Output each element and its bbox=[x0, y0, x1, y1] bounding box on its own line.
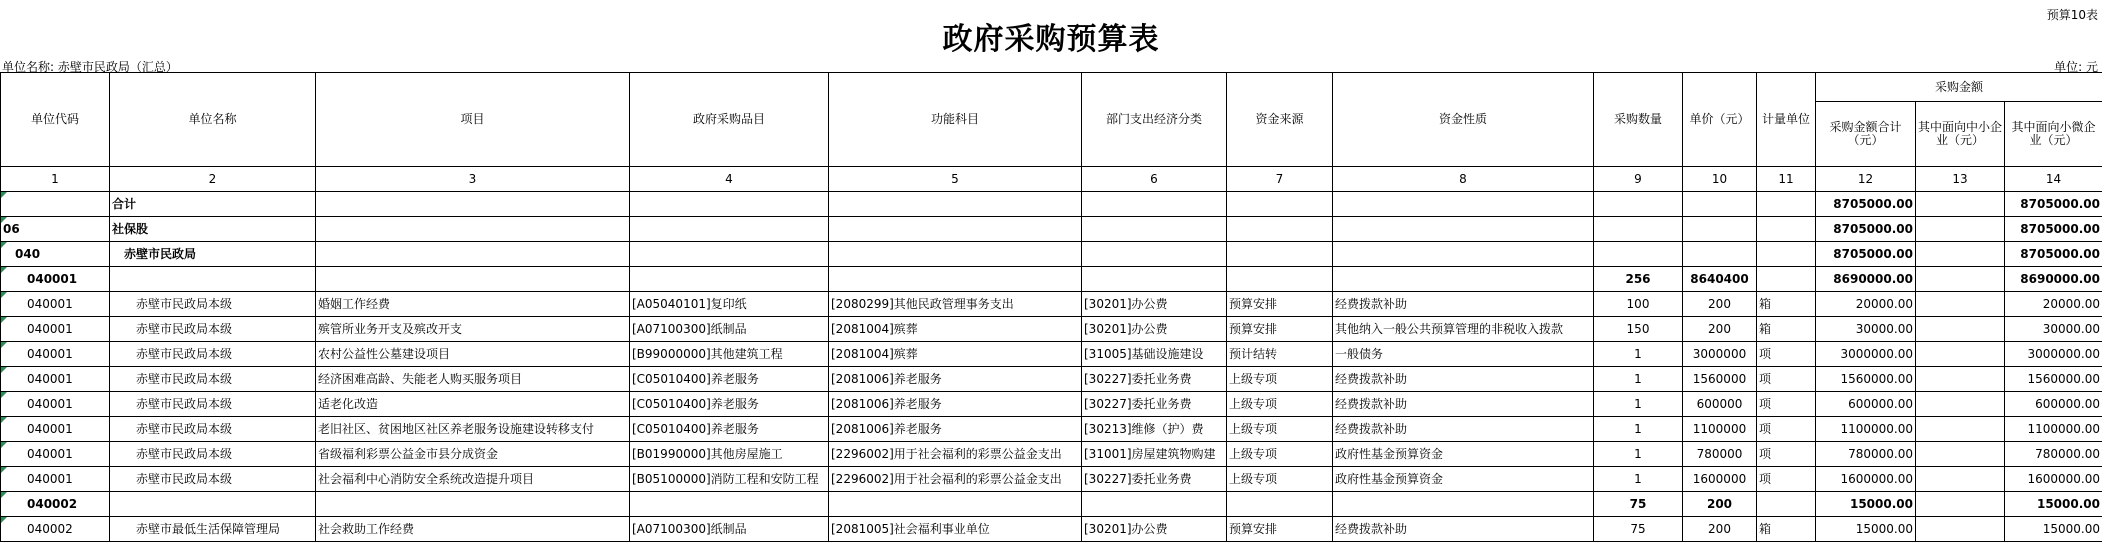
cell-unit-code: 040001 bbox=[1, 417, 110, 442]
cell-unit-code: 040 bbox=[1, 242, 110, 267]
cell-amount-sme bbox=[1916, 467, 2005, 492]
cell-econ-class: [30227]委托业务费 bbox=[1082, 367, 1227, 392]
cell-function-subject: [2081006]养老服务 bbox=[829, 417, 1082, 442]
table-row bbox=[1, 492, 2102, 517]
cell-fund-source bbox=[1227, 492, 1333, 517]
cell-amount-total: 15000.00 bbox=[1816, 492, 1916, 517]
cell-amount-total: 1600000.00 bbox=[1816, 467, 1916, 492]
cell-fund-nature: 政府性基金预算资金 bbox=[1333, 467, 1594, 492]
cell-amount-micro: 1560000.00 bbox=[2005, 367, 2102, 392]
cell-measure-unit: 项 bbox=[1757, 417, 1816, 442]
column-index-cell: 9 bbox=[1594, 167, 1683, 192]
cell-project bbox=[316, 192, 630, 217]
cell-function-subject bbox=[829, 192, 1082, 217]
cell-amount-total: 600000.00 bbox=[1816, 392, 1916, 417]
header-measure-unit: 计量单位 bbox=[1757, 73, 1816, 167]
cell-econ-class: [30213]维修（护）费 bbox=[1082, 417, 1227, 442]
column-index-cell: 1 bbox=[1, 167, 110, 192]
cell-unit-name: 赤壁市最低生活保障管理局 bbox=[110, 517, 316, 542]
cell-econ-class bbox=[1082, 242, 1227, 267]
cell-fund-nature bbox=[1333, 242, 1594, 267]
cell-unit-name: 赤壁市民政局 bbox=[110, 242, 316, 267]
cell-catalog: [A05040101]复印纸 bbox=[630, 292, 829, 317]
cell-catalog bbox=[630, 242, 829, 267]
table-row bbox=[1, 517, 2102, 542]
cell-unit-price: 200 bbox=[1683, 292, 1757, 317]
cell-econ-class: [30227]委托业务费 bbox=[1082, 467, 1227, 492]
cell-quantity: 150 bbox=[1594, 317, 1683, 342]
cell-function-subject bbox=[829, 492, 1082, 517]
cell-catalog: [B01990000]其他房屋施工 bbox=[630, 442, 829, 467]
header-unit-name: 单位名称 bbox=[110, 73, 316, 167]
cell-fund-source bbox=[1227, 267, 1333, 292]
cell-econ-class: [30201]办公费 bbox=[1082, 517, 1227, 542]
cell-unit-code: 040001 bbox=[1, 267, 110, 292]
cell-function-subject bbox=[829, 267, 1082, 292]
cell-function-subject: [2081005]社会福利事业单位 bbox=[829, 517, 1082, 542]
cell-fund-source: 上级专项 bbox=[1227, 392, 1333, 417]
cell-amount-micro: 3000000.00 bbox=[2005, 342, 2102, 367]
cell-unit-name: 合计 bbox=[110, 192, 316, 217]
cell-quantity: 1 bbox=[1594, 392, 1683, 417]
cell-measure-unit bbox=[1757, 217, 1816, 242]
cell-unit-price: 1100000 bbox=[1683, 417, 1757, 442]
column-index-row bbox=[1, 167, 2102, 192]
header-econ-class: 部门支出经济分类 bbox=[1082, 73, 1227, 167]
cell-amount-micro: 8705000.00 bbox=[2005, 242, 2102, 267]
header-unit-code: 单位代码 bbox=[1, 73, 110, 167]
cell-measure-unit bbox=[1757, 192, 1816, 217]
cell-econ-class bbox=[1082, 492, 1227, 517]
unit-name-label: 单位名称: 赤壁市民政局（汇总） bbox=[2, 60, 178, 74]
cell-catalog: [A07100300]纸制品 bbox=[630, 517, 829, 542]
cell-unit-name bbox=[110, 492, 316, 517]
cell-econ-class: [30201]办公费 bbox=[1082, 292, 1227, 317]
cell-project bbox=[316, 217, 630, 242]
cell-function-subject: [2081004]殡葬 bbox=[829, 317, 1082, 342]
cell-econ-class bbox=[1082, 267, 1227, 292]
page-title: 政府采购预算表 bbox=[942, 22, 1160, 57]
cell-quantity: 75 bbox=[1594, 517, 1683, 542]
cell-unit-price: 200 bbox=[1683, 317, 1757, 342]
cell-quantity: 1 bbox=[1594, 442, 1683, 467]
cell-amount-sme bbox=[1916, 442, 2005, 467]
cell-amount-sme bbox=[1916, 242, 2005, 267]
header-amount-sme: 其中面向中小企业（元） bbox=[1916, 102, 2005, 167]
cell-fund-nature: 经费拨款补助 bbox=[1333, 392, 1594, 417]
cell-fund-source: 上级专项 bbox=[1227, 417, 1333, 442]
header-function-subject: 功能科目 bbox=[829, 73, 1082, 167]
cell-fund-nature bbox=[1333, 192, 1594, 217]
cell-fund-source: 预算安排 bbox=[1227, 317, 1333, 342]
cell-unit-name: 赤壁市民政局本级 bbox=[110, 392, 316, 417]
cell-amount-total: 15000.00 bbox=[1816, 517, 1916, 542]
table-row bbox=[1, 217, 2102, 242]
cell-unit-code: 040001 bbox=[1, 467, 110, 492]
cell-unit-name: 赤壁市民政局本级 bbox=[110, 317, 316, 342]
table-row bbox=[1, 367, 2102, 392]
column-index-cell: 3 bbox=[316, 167, 630, 192]
header-project: 项目 bbox=[316, 73, 630, 167]
header-amount-total: 采购金额合计（元） bbox=[1816, 102, 1916, 167]
cell-unit-price bbox=[1683, 242, 1757, 267]
column-index-cell: 6 bbox=[1082, 167, 1227, 192]
cell-unit-price: 3000000 bbox=[1683, 342, 1757, 367]
cell-fund-source bbox=[1227, 192, 1333, 217]
header-quantity: 采购数量 bbox=[1594, 73, 1683, 167]
cell-amount-micro: 15000.00 bbox=[2005, 517, 2102, 542]
cell-amount-sme bbox=[1916, 417, 2005, 442]
cell-project: 省级福利彩票公益金市县分成资金 bbox=[316, 442, 630, 467]
cell-project bbox=[316, 242, 630, 267]
cell-unit-name: 赤壁市民政局本级 bbox=[110, 467, 316, 492]
cell-unit-price bbox=[1683, 192, 1757, 217]
cell-unit-price: 1560000 bbox=[1683, 367, 1757, 392]
table-row bbox=[1, 242, 2102, 267]
header-fund-nature: 资金性质 bbox=[1333, 73, 1594, 167]
table-row bbox=[1, 342, 2102, 367]
cell-function-subject: [2081004]殡葬 bbox=[829, 342, 1082, 367]
cell-econ-class: [30227]委托业务费 bbox=[1082, 392, 1227, 417]
cell-measure-unit: 箱 bbox=[1757, 292, 1816, 317]
cell-amount-micro: 1600000.00 bbox=[2005, 467, 2102, 492]
cell-unit-price: 200 bbox=[1683, 517, 1757, 542]
header-unit-price: 单价（元） bbox=[1683, 73, 1757, 167]
cell-amount-micro: 600000.00 bbox=[2005, 392, 2102, 417]
cell-catalog: [B99000000]其他建筑工程 bbox=[630, 342, 829, 367]
cell-measure-unit: 项 bbox=[1757, 467, 1816, 492]
cell-function-subject bbox=[829, 242, 1082, 267]
column-index-cell: 2 bbox=[110, 167, 316, 192]
column-index-cell: 7 bbox=[1227, 167, 1333, 192]
cell-function-subject bbox=[829, 217, 1082, 242]
cell-function-subject: [2080299]其他民政管理事务支出 bbox=[829, 292, 1082, 317]
cell-project: 殡管所业务开支及殡改开支 bbox=[316, 317, 630, 342]
column-index-cell: 13 bbox=[1916, 167, 2005, 192]
cell-fund-source: 预算安排 bbox=[1227, 292, 1333, 317]
table-row bbox=[1, 417, 2102, 442]
table-row bbox=[1, 467, 2102, 492]
cell-unit-name: 赤壁市民政局本级 bbox=[110, 342, 316, 367]
cell-unit-name bbox=[110, 267, 316, 292]
cell-econ-class: [31001]房屋建筑物购建 bbox=[1082, 442, 1227, 467]
header-catalog: 政府采购品目 bbox=[630, 73, 829, 167]
cell-econ-class: [31005]基础设施建设 bbox=[1082, 342, 1227, 367]
cell-measure-unit bbox=[1757, 492, 1816, 517]
column-index-cell: 5 bbox=[829, 167, 1082, 192]
cell-fund-source bbox=[1227, 217, 1333, 242]
cell-quantity: 1 bbox=[1594, 467, 1683, 492]
cell-project: 社会福利中心消防安全系统改造提升项目 bbox=[316, 467, 630, 492]
cell-amount-total: 20000.00 bbox=[1816, 292, 1916, 317]
cell-unit-code: 040002 bbox=[1, 492, 110, 517]
cell-econ-class bbox=[1082, 192, 1227, 217]
cell-quantity: 1 bbox=[1594, 342, 1683, 367]
cell-amount-sme bbox=[1916, 517, 2005, 542]
cell-unit-price: 1600000 bbox=[1683, 467, 1757, 492]
cell-fund-nature: 经费拨款补助 bbox=[1333, 417, 1594, 442]
cell-unit-price bbox=[1683, 217, 1757, 242]
cell-catalog bbox=[630, 267, 829, 292]
cell-amount-total: 30000.00 bbox=[1816, 317, 1916, 342]
cell-measure-unit bbox=[1757, 267, 1816, 292]
cell-fund-nature: 经费拨款补助 bbox=[1333, 367, 1594, 392]
cell-amount-total: 3000000.00 bbox=[1816, 342, 1916, 367]
cell-catalog: [B05100000]消防工程和安防工程 bbox=[630, 467, 829, 492]
cell-amount-sme bbox=[1916, 342, 2005, 367]
cell-amount-total: 8705000.00 bbox=[1816, 242, 1916, 267]
cell-function-subject: [2296002]用于社会福利的彩票公益金支出 bbox=[829, 467, 1082, 492]
cell-amount-sme bbox=[1916, 492, 2005, 517]
cell-amount-sme bbox=[1916, 192, 2005, 217]
column-index-cell: 4 bbox=[630, 167, 829, 192]
header-amount-micro: 其中面向小微企业（元） bbox=[2005, 102, 2102, 167]
cell-catalog: [A07100300]纸制品 bbox=[630, 317, 829, 342]
table-row bbox=[1, 267, 2102, 292]
cell-fund-nature bbox=[1333, 217, 1594, 242]
form-number: 预算10表 bbox=[2046, 8, 2098, 22]
cell-fund-nature: 政府性基金预算资金 bbox=[1333, 442, 1594, 467]
header-amount-group: 采购金额 bbox=[1816, 73, 2102, 102]
cell-fund-nature: 一般债务 bbox=[1333, 342, 1594, 367]
cell-fund-source: 预计结转 bbox=[1227, 342, 1333, 367]
cell-fund-source: 上级专项 bbox=[1227, 442, 1333, 467]
cell-measure-unit: 项 bbox=[1757, 367, 1816, 392]
cell-amount-sme bbox=[1916, 292, 2005, 317]
cell-project: 婚姻工作经费 bbox=[316, 292, 630, 317]
column-index-cell: 10 bbox=[1683, 167, 1757, 192]
cell-amount-total: 8705000.00 bbox=[1816, 217, 1916, 242]
cell-project: 适老化改造 bbox=[316, 392, 630, 417]
cell-fund-source: 预算安排 bbox=[1227, 517, 1333, 542]
cell-econ-class bbox=[1082, 217, 1227, 242]
table-body bbox=[1, 192, 2102, 542]
cell-measure-unit: 项 bbox=[1757, 392, 1816, 417]
cell-amount-sme bbox=[1916, 392, 2005, 417]
cell-fund-source: 上级专项 bbox=[1227, 467, 1333, 492]
cell-catalog bbox=[630, 217, 829, 242]
cell-unit-code: 040001 bbox=[1, 292, 110, 317]
cell-unit-code: 040001 bbox=[1, 442, 110, 467]
table-row bbox=[1, 317, 2102, 342]
cell-amount-micro: 8705000.00 bbox=[2005, 217, 2102, 242]
cell-catalog bbox=[630, 492, 829, 517]
column-index-cell: 8 bbox=[1333, 167, 1594, 192]
cell-project: 老旧社区、贫困地区社区养老服务设施建设转移支付 bbox=[316, 417, 630, 442]
cell-amount-total: 8690000.00 bbox=[1816, 267, 1916, 292]
cell-function-subject: [2081006]养老服务 bbox=[829, 392, 1082, 417]
cell-function-subject: [2081006]养老服务 bbox=[829, 367, 1082, 392]
cell-measure-unit: 项 bbox=[1757, 342, 1816, 367]
cell-amount-micro: 1100000.00 bbox=[2005, 417, 2102, 442]
table-row bbox=[1, 392, 2102, 417]
cell-amount-total: 780000.00 bbox=[1816, 442, 1916, 467]
cell-unit-code: 040001 bbox=[1, 317, 110, 342]
cell-measure-unit: 箱 bbox=[1757, 317, 1816, 342]
cell-project bbox=[316, 267, 630, 292]
cell-econ-class: [30201]办公费 bbox=[1082, 317, 1227, 342]
cell-project: 农村公益性公墓建设项目 bbox=[316, 342, 630, 367]
procurement-budget-table bbox=[0, 72, 2102, 542]
cell-amount-sme bbox=[1916, 267, 2005, 292]
cell-project: 经济困难高龄、失能老人购买服务项目 bbox=[316, 367, 630, 392]
cell-fund-nature: 其他纳入一般公共预算管理的非税收入拨款 bbox=[1333, 317, 1594, 342]
cell-quantity: 256 bbox=[1594, 267, 1683, 292]
cell-fund-nature: 经费拨款补助 bbox=[1333, 292, 1594, 317]
header-row-top bbox=[1, 73, 2102, 102]
cell-fund-nature: 经费拨款补助 bbox=[1333, 517, 1594, 542]
currency-unit-label: 单位: 元 bbox=[2054, 60, 2098, 74]
column-index-cell: 12 bbox=[1816, 167, 1916, 192]
cell-catalog: [C05010400]养老服务 bbox=[630, 417, 829, 442]
cell-project bbox=[316, 492, 630, 517]
cell-fund-nature bbox=[1333, 492, 1594, 517]
cell-quantity bbox=[1594, 242, 1683, 267]
cell-amount-micro: 8690000.00 bbox=[2005, 267, 2102, 292]
cell-catalog: [C05010400]养老服务 bbox=[630, 367, 829, 392]
cell-fund-source: 上级专项 bbox=[1227, 367, 1333, 392]
cell-unit-code: 040001 bbox=[1, 367, 110, 392]
cell-measure-unit: 项 bbox=[1757, 442, 1816, 467]
cell-amount-total: 8705000.00 bbox=[1816, 192, 1916, 217]
cell-project: 社会救助工作经费 bbox=[316, 517, 630, 542]
cell-unit-code bbox=[1, 192, 110, 217]
cell-measure-unit: 箱 bbox=[1757, 517, 1816, 542]
cell-unit-name: 赤壁市民政局本级 bbox=[110, 417, 316, 442]
cell-quantity bbox=[1594, 192, 1683, 217]
column-index-cell: 14 bbox=[2005, 167, 2102, 192]
cell-unit-code: 040001 bbox=[1, 392, 110, 417]
cell-unit-name: 社保股 bbox=[110, 217, 316, 242]
cell-catalog bbox=[630, 192, 829, 217]
cell-measure-unit bbox=[1757, 242, 1816, 267]
cell-amount-total: 1100000.00 bbox=[1816, 417, 1916, 442]
cell-amount-micro: 30000.00 bbox=[2005, 317, 2102, 342]
cell-amount-total: 1560000.00 bbox=[1816, 367, 1916, 392]
cell-amount-sme bbox=[1916, 217, 2005, 242]
cell-unit-code: 040001 bbox=[1, 342, 110, 367]
cell-catalog: [C05010400]养老服务 bbox=[630, 392, 829, 417]
cell-unit-price: 600000 bbox=[1683, 392, 1757, 417]
cell-unit-code: 040002 bbox=[1, 517, 110, 542]
cell-unit-code: 06 bbox=[1, 217, 110, 242]
table-row bbox=[1, 292, 2102, 317]
cell-unit-name: 赤壁市民政局本级 bbox=[110, 367, 316, 392]
cell-amount-micro: 15000.00 bbox=[2005, 492, 2102, 517]
cell-fund-source bbox=[1227, 242, 1333, 267]
cell-fund-nature bbox=[1333, 267, 1594, 292]
header-fund-source: 资金来源 bbox=[1227, 73, 1333, 167]
cell-function-subject: [2296002]用于社会福利的彩票公益金支出 bbox=[829, 442, 1082, 467]
cell-unit-name: 赤壁市民政局本级 bbox=[110, 442, 316, 467]
cell-unit-price: 780000 bbox=[1683, 442, 1757, 467]
cell-quantity bbox=[1594, 217, 1683, 242]
table-row bbox=[1, 192, 2102, 217]
cell-amount-micro: 780000.00 bbox=[2005, 442, 2102, 467]
cell-amount-sme bbox=[1916, 317, 2005, 342]
cell-unit-name: 赤壁市民政局本级 bbox=[110, 292, 316, 317]
table-row bbox=[1, 442, 2102, 467]
cell-quantity: 1 bbox=[1594, 367, 1683, 392]
column-index-cell: 11 bbox=[1757, 167, 1816, 192]
cell-quantity: 75 bbox=[1594, 492, 1683, 517]
cell-amount-micro: 20000.00 bbox=[2005, 292, 2102, 317]
cell-quantity: 100 bbox=[1594, 292, 1683, 317]
cell-amount-micro: 8705000.00 bbox=[2005, 192, 2102, 217]
cell-unit-price: 8640400 bbox=[1683, 267, 1757, 292]
cell-quantity: 1 bbox=[1594, 417, 1683, 442]
cell-unit-price: 200 bbox=[1683, 492, 1757, 517]
cell-amount-sme bbox=[1916, 367, 2005, 392]
